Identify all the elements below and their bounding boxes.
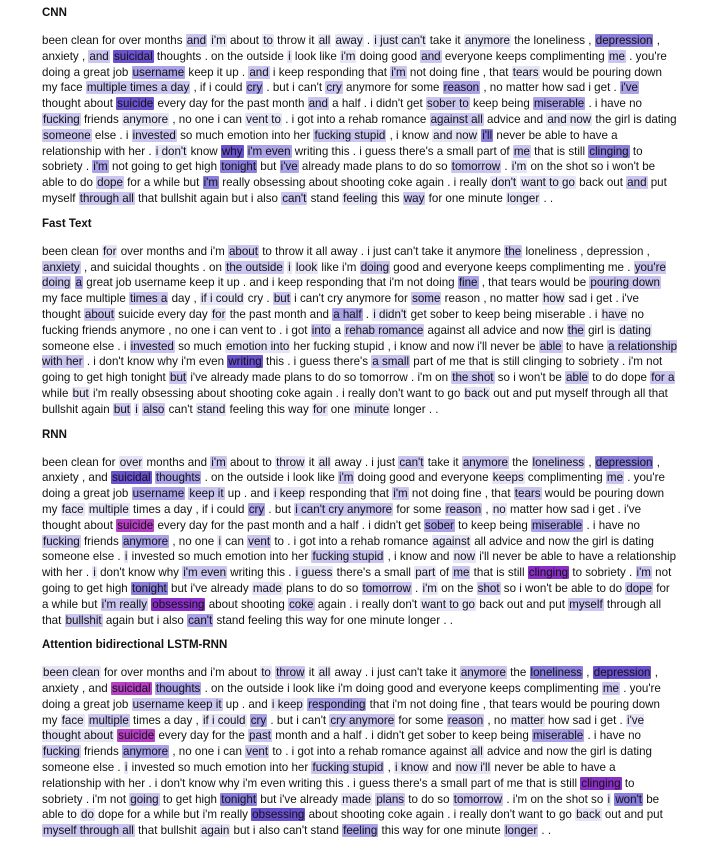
highlighted-token: also <box>143 402 165 416</box>
highlighted-token: if i could <box>200 292 244 306</box>
highlighted-token: for <box>102 244 117 258</box>
highlighted-token: anymore <box>122 112 169 126</box>
highlighted-token: and <box>421 49 441 63</box>
highlighted-token: past <box>249 729 271 743</box>
highlighted-token: going <box>130 792 159 806</box>
highlighted-token: a relationship with her <box>42 339 678 369</box>
highlighted-token: all <box>318 455 331 469</box>
highlighted-token: i'm even <box>183 566 227 580</box>
highlighted-token: i <box>288 260 291 274</box>
highlighted-token: anymore <box>123 745 169 759</box>
highlighted-token: longer <box>507 191 540 205</box>
highlighted-token: and now <box>547 112 592 126</box>
highlighted-token: suicidal <box>113 49 153 63</box>
highlighted-token: i'm <box>393 487 408 501</box>
highlighted-token: to <box>261 666 271 680</box>
highlighted-token: fine <box>458 276 478 290</box>
highlighted-token: suicide <box>117 518 154 532</box>
highlighted-token: doing <box>360 260 390 274</box>
highlighted-token: pouring down <box>590 276 660 290</box>
highlighted-token: username keep it <box>132 697 222 711</box>
highlighted-token: i'm <box>211 34 226 47</box>
highlighted-token: fucking stupid <box>314 128 386 142</box>
highlighted-token: been clean <box>43 666 100 680</box>
highlighted-token: anymore <box>460 666 506 680</box>
highlighted-token: multiple <box>88 502 129 516</box>
highlighted-token: responding <box>308 697 366 711</box>
highlighted-token: for <box>211 307 226 321</box>
highlighted-token: i didn't <box>373 307 407 321</box>
highlighted-token: vent <box>246 745 269 759</box>
highlighted-token: a small <box>372 355 410 369</box>
highlighted-token: the shot <box>452 371 494 385</box>
highlighted-token: i don't <box>155 144 187 158</box>
highlighted-token: shot <box>477 581 500 595</box>
highlighted-token: feeling <box>343 191 378 205</box>
highlighted-token: i'm <box>511 160 527 174</box>
highlighted-token: tonight <box>131 581 167 595</box>
highlighted-token: i've thought about <box>42 713 645 743</box>
highlighted-token: keeps <box>492 471 524 485</box>
section-cnn <box>42 6 678 207</box>
highlighted-token: username <box>132 487 185 501</box>
highlighted-token: depression <box>595 455 653 469</box>
highlighted-token: don't <box>491 176 517 190</box>
highlighted-token: all <box>318 666 331 680</box>
highlighted-token: times a <box>129 292 168 306</box>
highlighted-token: want to go <box>521 176 575 190</box>
highlighted-token: why <box>221 144 243 158</box>
highlighted-token: face <box>61 502 84 516</box>
highlighted-token: sober <box>424 518 454 532</box>
highlighted-token: now <box>453 550 475 564</box>
highlighted-token: away <box>335 34 363 47</box>
highlighted-token: stand <box>196 402 226 416</box>
highlighted-token: anymore <box>462 455 508 469</box>
highlighted-token: myself <box>569 597 603 611</box>
highlighted-token: about <box>84 307 114 321</box>
highlighted-token: invested <box>132 128 176 142</box>
highlighted-token: keep it <box>189 487 224 501</box>
highlighted-token: the <box>567 323 584 337</box>
highlighted-token: tonight <box>221 160 257 174</box>
highlighted-token: i can't cry anymore <box>295 502 393 516</box>
highlighted-token: matter <box>510 713 544 727</box>
highlighted-token: cry <box>248 502 265 516</box>
highlighted-token: to <box>263 34 273 47</box>
highlighted-token: invested <box>130 339 174 353</box>
highlighted-token: me <box>513 144 530 158</box>
attention-text: been clean for over months and i'm about to throw it all away . i just can't take it anymore the loneliness , depression , anxiety , and suicidal thoughts . on the outside i look like i'm doing good and everyone keeps complimenting me . you're doing a great job username keep it up . and i keep responding that i'm not doing fine , that tears would be pouring down my face multiple times a day , if i could cry . but i can't cry anymore for some reason , no matter how sad i get . i've thought about suicide every day for the past month and a half . i didn't get sober to keep being miserable . i have no fucking friends anymore , no one i can vent to . i got into a rehab romance against all advice and now the girl is dating someone else . i invested so much emotion into her fucking stupid , i know and now i'll never be able to have a relationship with her . i don't know why i'm even writing this . i guess there's a small part of me that is still clinging to sobriety . i'm not going to get high tonight but i've already made plans to do so tomorrow . i'm on the shot so i won't be able to do dope for a while but i'm really obsessing about shooting coke again . i really don't want to go back out and put myself through all that bullshit again but i also can't stand feeling this way for one minute longer . . <box>42 455 677 627</box>
highlighted-token: i'm really <box>101 597 148 611</box>
highlighted-token: multiple times a day <box>86 81 190 95</box>
highlighted-token: i <box>93 566 96 580</box>
highlighted-token: i'm <box>203 176 219 190</box>
section-attention-lstm <box>42 638 678 839</box>
highlighted-token: vent to <box>246 112 281 126</box>
highlighted-token: i'm <box>341 49 356 63</box>
highlighted-token: but <box>170 371 187 385</box>
section-title: CNN <box>42 7 67 19</box>
highlighted-token: the <box>505 244 522 258</box>
highlighted-token: me <box>606 471 624 485</box>
highlighted-token: i <box>288 49 291 63</box>
highlighted-token: vent <box>248 534 271 548</box>
highlighted-token: cry anymore <box>330 713 395 727</box>
highlighted-token: i've <box>280 160 298 174</box>
highlighted-token: reason <box>447 713 484 727</box>
highlighted-token: i guess <box>295 566 333 580</box>
attention-text: been clean for over months and i'm about to throw it all away . i just can't take it anymore the loneliness , depression , anxiety , and suicidal thoughts . on the outside i look like i'm doing good and everyone keeps complimenting me . you're doing a great job username keep it up . and i keep responding that i'm not doing fine , that tears would be pouring down my face multiple times a day , if i could cry . but i can't cry anymore for some reason , no matter how sad i get . i've thought about suicide every day for the past month and a half . i didn't get sober to keep being miserable . i have no fucking friends anymore , no one i can vent to . i got into a rehab romance against all advice and now the girl is dating someone else . i invested so much emotion into her fucking stupid , i know and now i'll never be able to have a relationship with her . i don't know why i'm even writing this . i guess there's a small part of me that is still clinging to sobriety . i'm not going to get high tonight but i've already made plans to do so tomorrow . i'm on the shot so i won't be able to do dope for a while but i'm really obsessing about shooting coke again . i really don't want to go back out and put myself through all that bullshit again but i also can't stand feeling this way for one minute longer . . <box>42 244 678 416</box>
highlighted-token: reason <box>445 502 482 516</box>
highlighted-token: can't <box>399 455 424 469</box>
highlighted-token: i'm <box>93 160 108 174</box>
highlighted-token: myself through all <box>43 824 134 838</box>
highlighted-token: won't <box>615 792 643 806</box>
highlighted-token: and <box>627 176 647 190</box>
highlighted-token: suicidal <box>111 471 151 485</box>
highlighted-token: but <box>113 402 131 416</box>
highlighted-token: for a <box>651 371 675 385</box>
highlighted-token: i <box>607 792 611 806</box>
highlighted-token: a half <box>333 307 362 321</box>
highlighted-token: cry <box>246 81 263 95</box>
highlighted-token: bullshit <box>65 613 102 627</box>
highlighted-token: fucking stupid <box>312 761 384 775</box>
highlighted-token: i <box>218 534 222 548</box>
highlighted-token: i <box>135 402 138 416</box>
highlighted-token: about <box>228 244 258 258</box>
section-title: Fast Text <box>42 217 92 230</box>
highlighted-token: cry <box>250 713 267 727</box>
highlighted-token: through all <box>79 191 134 205</box>
section-fasttext <box>42 217 678 418</box>
highlighted-token: suicide <box>117 97 154 111</box>
highlighted-token: want to go <box>421 597 475 611</box>
highlighted-token: plans <box>376 792 405 806</box>
highlighted-token: clinging <box>528 566 569 580</box>
highlighted-token: and <box>89 49 109 63</box>
highlighted-token: dope <box>97 176 123 190</box>
highlighted-token: minute <box>354 402 390 416</box>
highlighted-token: obsessing <box>152 597 205 611</box>
highlighted-token: cry <box>326 81 342 95</box>
highlighted-token: able <box>539 339 562 353</box>
highlighted-token: throw <box>276 455 305 469</box>
highlighted-token: back <box>464 386 490 400</box>
highlighted-token: over <box>119 455 143 469</box>
highlighted-token: anymore <box>122 534 169 548</box>
highlighted-token: into <box>311 323 331 337</box>
highlighted-token: against all <box>430 112 483 126</box>
highlighted-token: depression <box>595 34 653 47</box>
highlighted-token: suicide <box>118 729 155 743</box>
highlighted-token: feeling <box>343 824 378 838</box>
highlighted-token: i <box>124 761 128 775</box>
highlighted-token: some <box>412 292 441 306</box>
highlighted-token: you're doing <box>42 260 666 290</box>
highlighted-token: fucking <box>43 534 80 548</box>
highlighted-token: tears <box>514 487 541 501</box>
section-rnn <box>42 428 678 629</box>
highlighted-token: and now <box>433 128 477 142</box>
highlighted-token: part <box>415 566 436 580</box>
highlighted-token: i'm <box>636 566 651 580</box>
highlighted-token: i keep <box>273 487 305 501</box>
highlighted-token: able <box>566 371 588 385</box>
highlighted-token: i <box>124 550 128 564</box>
highlighted-token: clinging <box>581 776 621 790</box>
highlighted-token: how <box>542 292 565 306</box>
highlighted-token: and <box>308 97 328 111</box>
highlighted-token: if i could <box>202 713 246 727</box>
highlighted-token: again <box>200 824 230 838</box>
highlighted-token: i'm <box>422 581 437 595</box>
highlighted-token: depression <box>593 666 651 680</box>
highlighted-token: for <box>313 402 327 416</box>
highlighted-token: made <box>342 792 372 806</box>
highlighted-token: but <box>273 292 290 306</box>
highlighted-token: suicidal <box>111 682 151 696</box>
highlighted-token: dope <box>626 581 653 595</box>
highlighted-token: anymore <box>464 34 510 47</box>
highlighted-token: tonight <box>221 792 257 806</box>
highlighted-token: face <box>61 713 84 727</box>
highlighted-token: anxiety <box>43 260 80 274</box>
highlighted-token: tomorrow <box>451 160 501 174</box>
highlighted-token: loneliness <box>530 666 583 680</box>
highlighted-token: i'm even <box>247 144 291 158</box>
attention-text: been clean for over months and i'm about to throw it all away . i just can't take it anymore the loneliness , depression , anxiety , and suicidal thoughts . on the outside i look like i'm doing good and everyone keeps complimenting me . you're doing a great job username keep it up . and i keep responding that i'm not doing fine , that tears would be pouring down my face multiple times a day , if i could cry . but i can't cry anymore for some reason , no matter how sad i get . i've thought about suicide every day for the past month and a half . i didn't get sober to keep being miserable . i have no fucking friends anymore , no one i can vent to . i got into a rehab romance against all advice and and now the girl is dating someone else . i invested so much emotion into her fucking stupid , i know and now i'll never be able to have a relationship with her . i don't know why i'm even writing this . i guess there's a small part of me that is still clinging to sobriety . i'm not going to get high tonight but i've already made plans to do so tomorrow . i'm on the shot so i won't be able to do dope for a while but i'm really obsessing about shooting coke again . i really don't want to go back out and put myself through all that bullshit again but i also can't stand feeling this way for one minute longer . . <box>42 34 677 205</box>
highlighted-token: i know <box>395 761 428 775</box>
highlighted-token: fucking <box>43 112 80 126</box>
highlighted-token: throw <box>276 666 305 680</box>
highlighted-token: i just can't <box>374 34 426 47</box>
highlighted-token: back <box>576 808 601 822</box>
highlighted-token: someone <box>43 128 91 142</box>
highlighted-token: username <box>132 65 185 79</box>
highlighted-token: i'm <box>211 455 226 469</box>
attention-text: been clean for over months and i'm about to throw it all away . i just can't take it anymore the loneliness , depression , anxiety , and suicidal thoughts . on the outside i look like i'm doing good and everyone keeps complimenting me . you're doing a great job username keep it up . and i keep responding that i'm not doing fine , that tears would be pouring down my face multiple times a day , if i could cry . but i can't cry anymore for some reason , no matter how sad i get . i've thought about suicide every day for the past month and a half . i didn't get sober to keep being miserable . i have no fucking friends anymore , no one i can vent to . i got into a rehab romance against all advice and now the girl is dating someone else . i invested so much emotion into her fucking stupid , i know and now i'll never be able to have a relationship with her . i don't know why i'm even writing this . i guess there's a small part of me that is still clinging to sobriety . i'm not going to get high tonight but i've already made plans to do so tomorrow . i'm on the shot so i won't be able to do dope for a while but i'm really obsessing about shooting coke again . i really don't want to go back out and put myself through all that bullshit again but i also can't stand feeling this way for one minute longer . . <box>42 666 663 838</box>
highlighted-token: i'll <box>482 128 493 142</box>
highlighted-token: thoughts <box>155 682 201 696</box>
highlighted-token: look <box>295 260 318 274</box>
highlighted-token: can't <box>282 191 307 205</box>
highlighted-token: multiple <box>88 713 129 727</box>
highlighted-token: loneliness <box>532 455 585 469</box>
highlighted-token: miserable <box>532 518 583 532</box>
section-title: Attention bidirectional LSTM-RNN <box>42 639 228 652</box>
highlighted-token: i'm <box>391 65 406 79</box>
highlighted-token: but <box>72 386 89 400</box>
highlighted-token: miserable <box>534 97 585 111</box>
highlighted-token: me <box>453 566 470 580</box>
highlighted-token: made <box>252 581 282 595</box>
highlighted-token: me <box>602 682 619 696</box>
highlighted-token: do <box>81 808 94 822</box>
highlighted-token: i've <box>620 81 638 95</box>
highlighted-token: now i'll <box>455 761 491 775</box>
highlighted-token: tomorrow <box>362 581 411 595</box>
highlighted-token: and <box>249 65 269 79</box>
highlighted-token: can't <box>188 613 213 627</box>
highlighted-token: obsessing <box>252 808 305 822</box>
highlighted-token: fucking <box>43 745 80 759</box>
highlighted-token: clinging <box>589 144 629 158</box>
highlighted-token: tears <box>512 65 539 79</box>
highlighted-token: i'm <box>339 471 354 485</box>
highlighted-token: tomorrow <box>453 792 503 806</box>
highlighted-token: fucking stupid <box>312 550 384 564</box>
highlighted-token: sober to <box>426 97 469 111</box>
highlighted-token: i keep <box>271 697 303 711</box>
highlighted-token: writing <box>228 355 262 369</box>
highlighted-token: no <box>492 502 506 516</box>
highlighted-token: emotion into <box>226 339 290 353</box>
highlighted-token: me <box>608 49 625 63</box>
highlighted-token: a <box>75 276 83 290</box>
highlighted-token: and <box>186 34 207 47</box>
highlighted-token: all <box>318 34 331 47</box>
highlighted-token: against <box>432 534 470 548</box>
highlighted-token: the outside <box>226 260 283 274</box>
highlighted-token: rehab romance <box>345 323 424 337</box>
highlighted-token: all <box>471 745 483 759</box>
highlighted-token: way <box>403 191 425 205</box>
highlighted-token: thoughts <box>155 471 201 485</box>
highlighted-token: dating <box>619 323 651 337</box>
highlighted-token: longer <box>504 824 538 838</box>
highlighted-token: coke <box>289 597 314 611</box>
highlighted-token: reason <box>443 81 480 95</box>
highlighted-token: miserable <box>533 729 584 743</box>
highlighted-token: have <box>601 307 627 321</box>
section-title: RNN <box>42 428 67 441</box>
